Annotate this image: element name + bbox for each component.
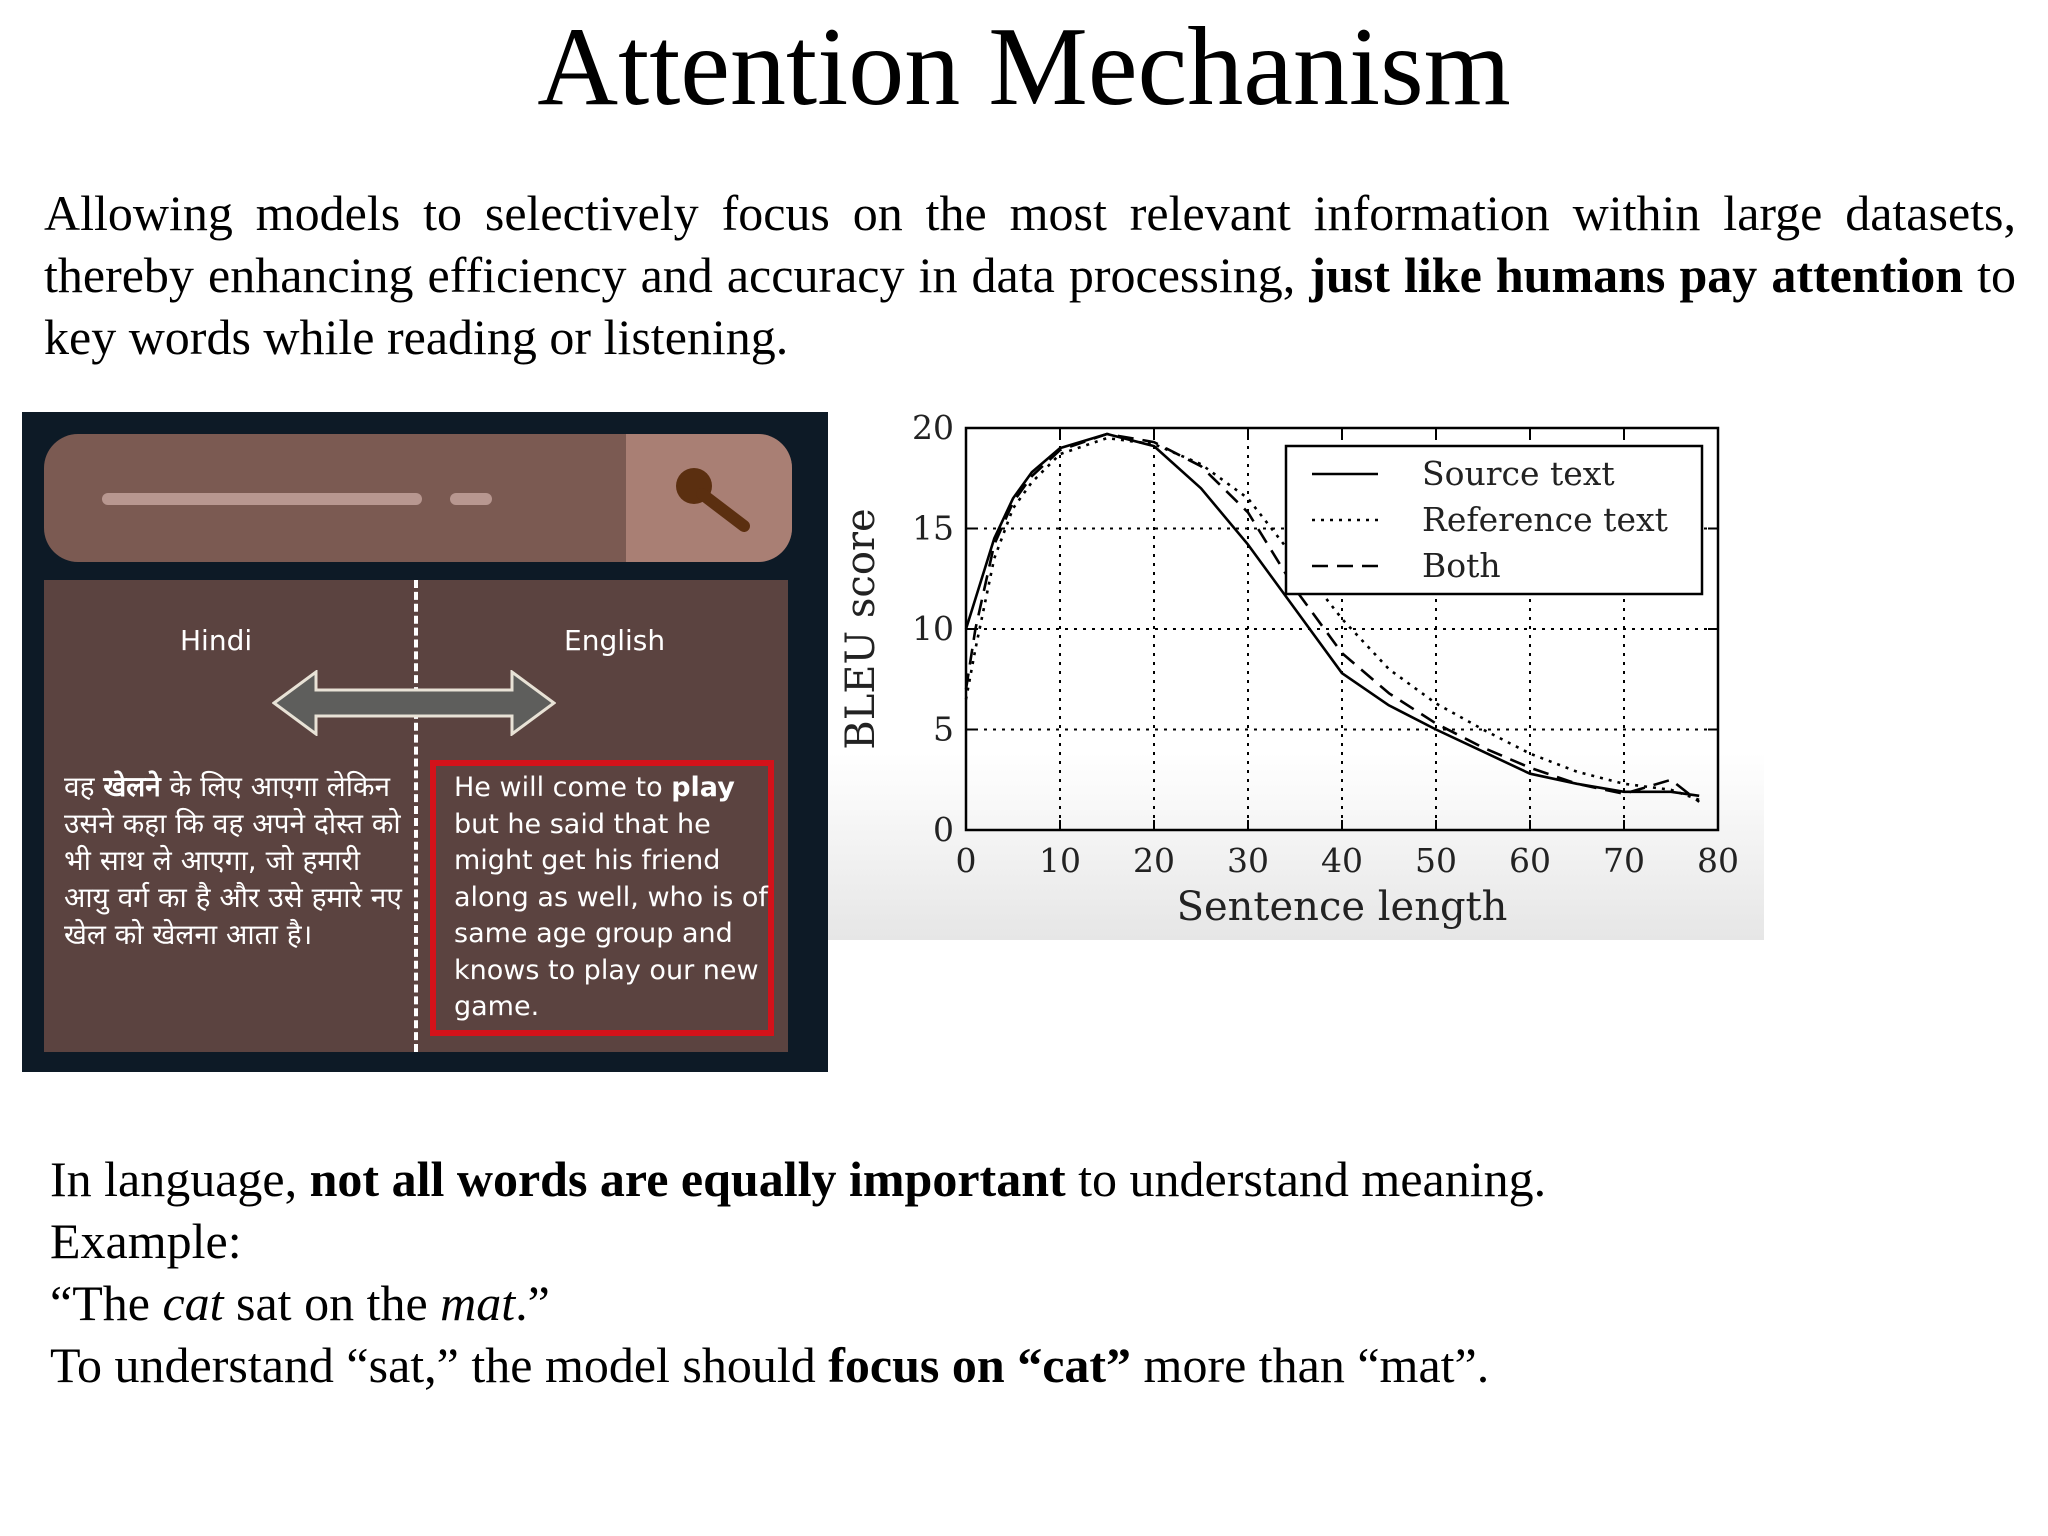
english-label: English	[564, 624, 666, 657]
intro-paragraph: Allowing models to selectively focus on the most relevant information within large datasets, thereby enhancing efficiency and accuracy in data processing, just like humans pay attention to key words while reading or listening.	[44, 185, 2016, 365]
x-tick-label: 10	[1039, 841, 1081, 880]
legend-label: Reference text	[1422, 500, 1668, 539]
example-line-4: To understand “sat,” the model should focus on “cat” more than “mat”.	[50, 1337, 1490, 1393]
x-tick-label: 20	[1133, 841, 1175, 880]
search-placeholder-dash	[450, 493, 492, 505]
x-tick-label: 40	[1321, 841, 1363, 880]
x-tick-label: 80	[1697, 841, 1739, 880]
bleu-chart	[828, 406, 1764, 940]
focus-emphasis: focus on “cat”	[828, 1337, 1132, 1393]
example-line-3: “The cat sat on the mat.”	[50, 1275, 550, 1331]
search-placeholder-line	[102, 493, 422, 505]
search-bar	[44, 434, 792, 562]
legend-label: Source text	[1422, 454, 1615, 493]
legend-label: Both	[1422, 546, 1501, 585]
y-tick-label: 20	[912, 408, 954, 447]
y-tick-label: 5	[933, 709, 954, 749]
word-cat: cat	[162, 1275, 224, 1331]
hindi-sentence: वह खेलने के लिए आएगा लेकिन उसने कहा कि वह अपने दोस्त को भी साथ ले आएगा, जो हमारी आयु वर्ग का है और उसे हमारे नए खेल को खेलना आता है।	[64, 770, 402, 951]
example-emphasis: not all words are equally important	[309, 1151, 1066, 1207]
x-tick-label: 50	[1415, 841, 1457, 880]
translation-box	[44, 580, 788, 1052]
x-tick-label: 0	[955, 841, 977, 880]
example-line-2: Example:	[50, 1213, 242, 1269]
intro-emphasis: just like humans pay attention	[1309, 247, 1963, 303]
english-sentence: He will come to play but he said that he might get his friend along as well, who is of same age group and knows to play our new game.	[454, 772, 768, 1022]
bleu-chart-svg	[828, 406, 1764, 940]
search-icon	[672, 464, 752, 534]
x-tick-label: 60	[1509, 841, 1551, 880]
x-tick-label: 30	[1227, 841, 1269, 880]
y-axis-label: BLEU score	[838, 508, 884, 750]
x-tick-label: 70	[1603, 841, 1645, 880]
y-tick-label: 10	[912, 609, 954, 648]
hindi-keyword: खेलने	[103, 770, 161, 803]
translation-illustration	[22, 412, 828, 1072]
language-divider	[414, 580, 418, 1052]
x-axis-label: Sentence length	[1176, 884, 1508, 930]
y-tick-label: 0	[933, 810, 954, 849]
search-button	[626, 434, 792, 562]
double-arrow-icon	[272, 670, 556, 736]
word-mat: mat	[440, 1275, 516, 1331]
example-section	[50, 1148, 1950, 1396]
english-keyword: play	[671, 772, 735, 803]
slide-title: Attention Mechanism	[537, 5, 1511, 129]
hindi-label: Hindi	[180, 624, 253, 657]
example-line-1: In language, not all words are equally important to understand meaning.	[50, 1151, 1547, 1207]
y-tick-label: 15	[912, 508, 954, 548]
